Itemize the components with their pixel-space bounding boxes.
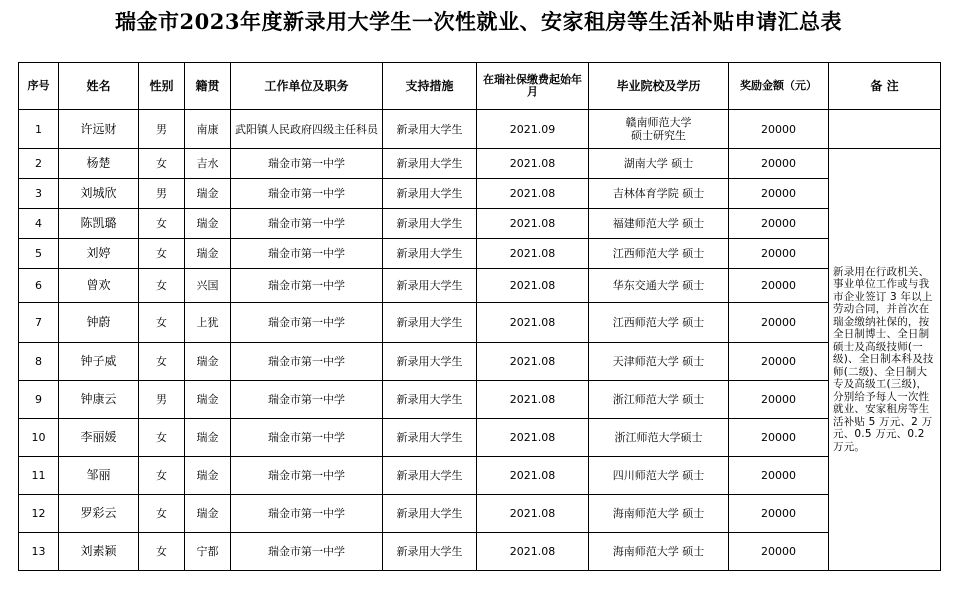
cell-seq: 7 [19,303,59,343]
header-amount: 奖励金额（元） [729,63,829,110]
cell-origin: 瑞金 [185,179,231,209]
cell-measure: 新录用大学生 [383,209,477,239]
cell-name: 杨楚 [59,149,139,179]
cell-start: 2021.08 [477,149,589,179]
cell-employer: 瑞金市第一中学 [231,239,383,269]
cell-school: 海南师范大学 硕士 [589,533,729,571]
cell-origin: 瑞金 [185,343,231,381]
cell-gender: 女 [139,343,185,381]
header-name: 姓名 [59,63,139,110]
cell-origin: 宁都 [185,533,231,571]
cell-origin: 瑞金 [185,209,231,239]
header-gender: 性别 [139,63,185,110]
cell-gender: 女 [139,269,185,303]
cell-employer: 武阳镇人民政府四级主任科员 [231,110,383,149]
summary-table [18,62,941,571]
cell-school: 华东交通大学 硕士 [589,269,729,303]
cell-amount: 20000 [729,209,829,239]
cell-amount: 20000 [729,457,829,495]
cell-seq: 12 [19,495,59,533]
cell-amount: 20000 [729,495,829,533]
cell-start: 2021.08 [477,457,589,495]
cell-school: 赣南师范大学 硕士研究生 [589,110,729,149]
cell-measure: 新录用大学生 [383,269,477,303]
cell-school: 湖南大学 硕士 [589,149,729,179]
table-row [19,381,941,419]
table-row [19,533,941,571]
cell-employer: 瑞金市第一中学 [231,209,383,239]
cell-measure: 新录用大学生 [383,239,477,269]
cell-start: 2021.08 [477,269,589,303]
cell-employer: 瑞金市第一中学 [231,149,383,179]
table-row [19,179,941,209]
cell-name: 刘城欣 [59,179,139,209]
remark-note: 新录用在行政机关、事业单位工作或与我市企业签订 3 年以上劳动合同，并首次在瑞金缴纳社保的，按全日制博士、全日制硕士及高级技师(一级)、全日制本科及技师(二级)、全日制大专及高级工(三级)，分别给予每人一次性就业、安家租房等生活补贴 5 万元、2 万元、0.5 万元、0.2 万元。 [829,149,941,571]
cell-gender: 女 [139,209,185,239]
cell-gender: 女 [139,149,185,179]
cell-employer: 瑞金市第一中学 [231,533,383,571]
cell-measure: 新录用大学生 [383,381,477,419]
cell-measure: 新录用大学生 [383,533,477,571]
cell-measure: 新录用大学生 [383,343,477,381]
cell-school: 浙江师范大学 硕士 [589,381,729,419]
cell-start: 2021.08 [477,179,589,209]
cell-school: 天津师范大学 硕士 [589,343,729,381]
cell-origin: 吉水 [185,149,231,179]
cell-school: 江西师范大学 硕士 [589,239,729,269]
cell-amount: 20000 [729,381,829,419]
header-start: 在瑞社保缴费起始年月 [477,63,589,110]
cell-school: 四川师范大学 硕士 [589,457,729,495]
table-row [19,419,941,457]
cell-employer: 瑞金市第一中学 [231,495,383,533]
table-row [19,303,941,343]
cell-gender: 女 [139,533,185,571]
cell-measure: 新录用大学生 [383,179,477,209]
cell-gender: 女 [139,303,185,343]
cell-gender: 女 [139,495,185,533]
cell-measure: 新录用大学生 [383,110,477,149]
table-body [19,110,941,571]
cell-remark-first [829,110,941,149]
cell-name: 许远财 [59,110,139,149]
cell-start: 2021.08 [477,209,589,239]
cell-origin: 瑞金 [185,495,231,533]
cell-gender: 女 [139,457,185,495]
cell-gender: 男 [139,179,185,209]
cell-seq: 4 [19,209,59,239]
cell-seq: 5 [19,239,59,269]
cell-measure: 新录用大学生 [383,457,477,495]
cell-name: 刘婷 [59,239,139,269]
header-seq: 序号 [19,63,59,110]
cell-employer: 瑞金市第一中学 [231,419,383,457]
cell-start: 2021.08 [477,533,589,571]
cell-origin: 兴国 [185,269,231,303]
cell-seq: 6 [19,269,59,303]
cell-name: 钟蔚 [59,303,139,343]
cell-amount: 20000 [729,343,829,381]
cell-start: 2021.08 [477,381,589,419]
cell-amount: 20000 [729,110,829,149]
cell-name: 陈凯璐 [59,209,139,239]
table-row [19,343,941,381]
page-title: 瑞金市2023年度新录用大学生一次性就业、安家租房等生活补贴申请汇总表 [115,9,842,34]
cell-start: 2021.08 [477,419,589,457]
cell-name: 李丽媛 [59,419,139,457]
cell-measure: 新录用大学生 [383,303,477,343]
header-school: 毕业院校及学历 [589,63,729,110]
cell-gender: 男 [139,381,185,419]
cell-seq: 9 [19,381,59,419]
cell-employer: 瑞金市第一中学 [231,179,383,209]
cell-start: 2021.08 [477,343,589,381]
cell-amount: 20000 [729,269,829,303]
cell-seq: 13 [19,533,59,571]
cell-amount: 20000 [729,419,829,457]
cell-name: 钟子威 [59,343,139,381]
cell-start: 2021.08 [477,495,589,533]
cell-employer: 瑞金市第一中学 [231,381,383,419]
cell-school: 福建师范大学 硕士 [589,209,729,239]
cell-seq: 3 [19,179,59,209]
cell-seq: 1 [19,110,59,149]
cell-measure: 新录用大学生 [383,149,477,179]
table-row [19,110,941,149]
cell-origin: 瑞金 [185,419,231,457]
cell-name: 邹丽 [59,457,139,495]
cell-origin: 瑞金 [185,239,231,269]
cell-start: 2021.08 [477,239,589,269]
cell-origin: 瑞金 [185,381,231,419]
table-row [19,239,941,269]
table-row [19,495,941,533]
header-employer: 工作单位及职务 [231,63,383,110]
cell-name: 刘素颖 [59,533,139,571]
cell-seq: 2 [19,149,59,179]
cell-name: 曾欢 [59,269,139,303]
cell-start: 2021.09 [477,110,589,149]
cell-seq: 8 [19,343,59,381]
cell-measure: 新录用大学生 [383,495,477,533]
cell-name: 钟康云 [59,381,139,419]
cell-start: 2021.08 [477,303,589,343]
cell-school: 海南师范大学 硕士 [589,495,729,533]
header-remark: 备 注 [829,63,941,110]
cell-origin: 南康 [185,110,231,149]
cell-amount: 20000 [729,179,829,209]
cell-seq: 10 [19,419,59,457]
cell-amount: 20000 [729,239,829,269]
cell-amount: 20000 [729,149,829,179]
cell-measure: 新录用大学生 [383,419,477,457]
cell-amount: 20000 [729,533,829,571]
cell-school: 吉林体育学院 硕士 [589,179,729,209]
cell-employer: 瑞金市第一中学 [231,303,383,343]
cell-origin: 上犹 [185,303,231,343]
cell-employer: 瑞金市第一中学 [231,457,383,495]
header-row [19,63,941,110]
cell-origin: 瑞金 [185,457,231,495]
table-row [19,149,941,179]
cell-gender: 女 [139,239,185,269]
header-measure: 支持措施 [383,63,477,110]
cell-employer: 瑞金市第一中学 [231,343,383,381]
cell-gender: 男 [139,110,185,149]
cell-name: 罗彩云 [59,495,139,533]
table-row [19,209,941,239]
table-row [19,269,941,303]
cell-school: 浙江师范大学硕士 [589,419,729,457]
cell-amount: 20000 [729,303,829,343]
cell-employer: 瑞金市第一中学 [231,269,383,303]
cell-gender: 女 [139,419,185,457]
table-row [19,457,941,495]
cell-seq: 11 [19,457,59,495]
header-origin: 籍贯 [185,63,231,110]
cell-school: 江西师范大学 硕士 [589,303,729,343]
